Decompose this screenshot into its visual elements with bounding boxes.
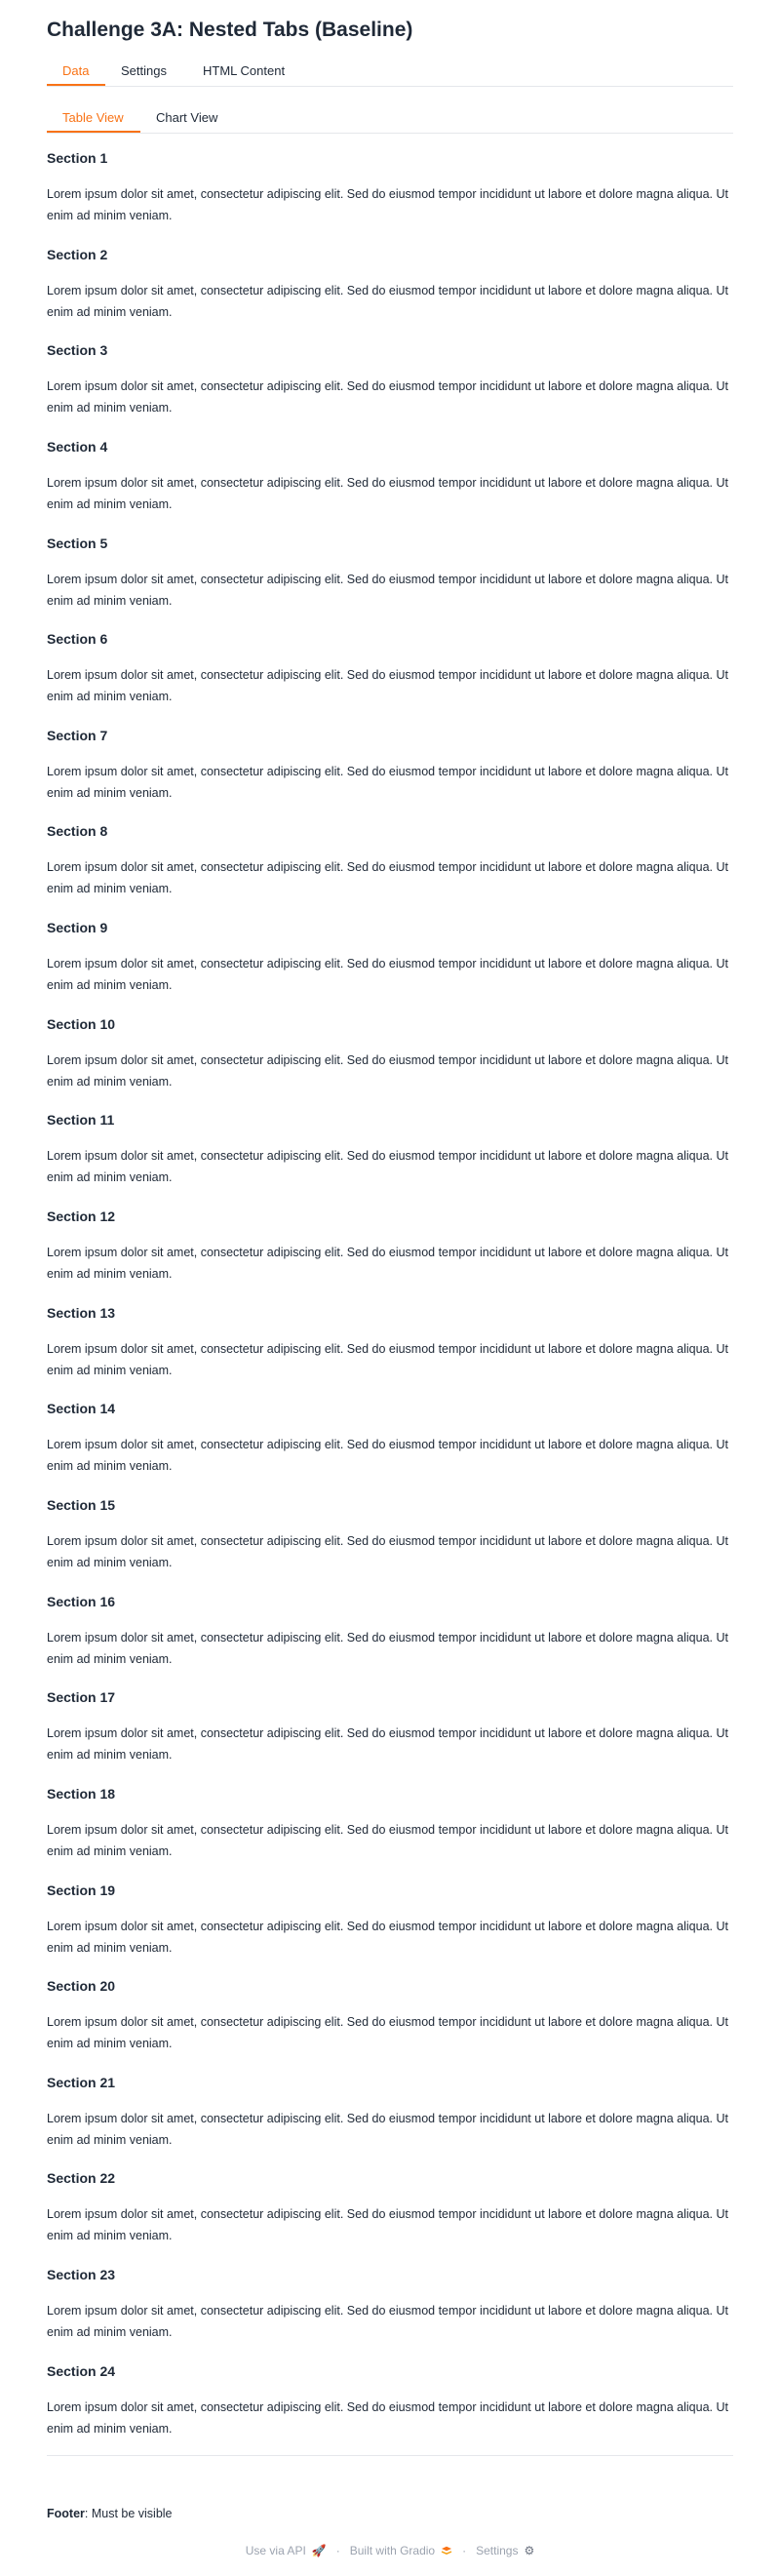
section-heading: Section 11 (47, 1112, 115, 1129)
app-footer (0, 2542, 780, 2559)
section-body: Lorem ipsum dolor sit amet, consectetur adipiscing elit. Sed do eiusmod tempor incididunt ut labore et dolore magna aliqua. Ut enim ad minim veniam. (47, 1822, 728, 1858)
section-body: Lorem ipsum dolor sit amet, consectetur adipiscing elit. Sed do eiusmod tempor incididunt ut labore et dolore magna aliqua. Ut enim ad minim veniam. (47, 764, 728, 800)
section-22 (47, 2168, 733, 2265)
section-body: Lorem ipsum dolor sit amet, consectetur adipiscing elit. Sed do eiusmod tempor incididunt ut labore et dolore magna aliqua. Ut enim ad minim veniam. (47, 2015, 728, 2051)
section-heading: Section 24 (47, 2362, 116, 2379)
section-17 (47, 1687, 733, 1784)
section-20 (47, 1976, 733, 2073)
section-heading: Section 2 (47, 246, 108, 262)
use-via-api-label: Use via API (245, 2544, 306, 2557)
section-heading: Section 22 (47, 2170, 116, 2187)
section-heading: Section 7 (47, 727, 108, 743)
section-body: Lorem ipsum dolor sit amet, consectetur adipiscing elit. Sed do eiusmod tempor incididunt ut labore et dolore magna aliqua. Ut enim ad minim veniam. (47, 1533, 728, 1569)
inner-tab-bar (47, 105, 733, 134)
section-body: Lorem ipsum dolor sit amet, consectetur adipiscing elit. Sed do eiusmod tempor incididunt ut labore et dolore magna aliqua. Ut enim ad minim veniam. (47, 379, 728, 416)
section-heading: Section 8 (47, 823, 108, 840)
section-8 (47, 821, 733, 918)
section-heading: Section 20 (47, 1978, 116, 1995)
footer-separator: · (335, 2544, 340, 2557)
section-23 (47, 2265, 733, 2361)
section-heading: Section 14 (47, 1401, 116, 1417)
section-body: Lorem ipsum dolor sit amet, consectetur adipiscing elit. Sed do eiusmod tempor incididunt ut labore et dolore magna aliqua. Ut enim ad minim veniam. (47, 2304, 728, 2340)
page-title: Challenge 3A: Nested Tabs (Baseline) (47, 19, 413, 41)
section-heading: Section 19 (47, 1882, 116, 1898)
footer-separator: · (462, 2544, 467, 2557)
use-via-api-link[interactable] (246, 2544, 327, 2557)
section-heading: Section 13 (47, 1304, 116, 1321)
rocket-icon: 🚀 (311, 2544, 327, 2557)
section-heading: Section 18 (47, 1785, 116, 1802)
settings-link[interactable] (476, 2544, 534, 2557)
sections-list (47, 148, 733, 2457)
section-24 (47, 2361, 733, 2458)
built-with-gradio-label: Built with Gradio (349, 2544, 436, 2557)
section-body: Lorem ipsum dolor sit amet, consectetur adipiscing elit. Sed do eiusmod tempor incididunt ut labore et dolore magna aliqua. Ut enim ad minim veniam. (47, 2111, 728, 2147)
section-body: Lorem ipsum dolor sit amet, consectetur adipiscing elit. Sed do eiusmod tempor incididunt ut labore et dolore magna aliqua. Ut enim ad minim veniam. (47, 572, 728, 608)
section-heading: Section 9 (47, 920, 108, 936)
section-heading: Section 10 (47, 1015, 116, 1032)
section-body: Lorem ipsum dolor sit amet, consectetur adipiscing elit. Sed do eiusmod tempor incididunt ut labore et dolore magna aliqua. Ut enim ad minim veniam. (47, 2399, 728, 2436)
section-body: Lorem ipsum dolor sit amet, consectetur adipiscing elit. Sed do eiusmod tempor incididunt ut labore et dolore magna aliqua. Ut enim ad minim veniam. (47, 1052, 728, 1089)
section-body: Lorem ipsum dolor sit amet, consectetur adipiscing elit. Sed do eiusmod tempor incididunt ut labore et dolore magna aliqua. Ut enim ad minim veniam. (47, 1726, 728, 1763)
section-13 (47, 1303, 733, 1400)
section-body: Lorem ipsum dolor sit amet, consectetur adipiscing elit. Sed do eiusmod tempor incididunt ut labore et dolore magna aliqua. Ut enim ad minim veniam. (47, 1246, 728, 1282)
section-15 (47, 1495, 733, 1592)
section-21 (47, 2073, 733, 2169)
section-5 (47, 534, 733, 630)
built-with-gradio-link[interactable] (350, 2544, 452, 2557)
section-heading: Section 1 (47, 150, 108, 166)
section-12 (47, 1207, 733, 1303)
section-18 (47, 1784, 733, 1881)
tab-html-content[interactable]: HTML Content (203, 63, 286, 78)
section-11 (47, 1110, 733, 1207)
section-body: Lorem ipsum dolor sit amet, consectetur adipiscing elit. Sed do eiusmod tempor incididunt ut labore et dolore magna aliqua. Ut enim ad minim veniam. (47, 475, 728, 511)
section-heading: Section 6 (47, 631, 108, 648)
section-3 (47, 340, 733, 437)
section-heading: Section 5 (47, 535, 108, 551)
section-heading: Section 15 (47, 1496, 116, 1513)
section-heading: Section 12 (47, 1209, 116, 1225)
section-1 (47, 148, 733, 245)
section-4 (47, 437, 733, 534)
gradio-logo-icon (441, 2546, 452, 2556)
section-9 (47, 918, 733, 1014)
section-body: Lorem ipsum dolor sit amet, consectetur adipiscing elit. Sed do eiusmod tempor incididunt ut labore et dolore magna aliqua. Ut enim ad minim veniam. (47, 860, 728, 896)
tab-chart-view[interactable]: Chart View (156, 110, 218, 125)
section-body: Lorem ipsum dolor sit amet, consectetur adipiscing elit. Sed do eiusmod tempor incididunt ut labore et dolore magna aliqua. Ut enim ad minim veniam. (47, 283, 728, 319)
section-heading: Section 17 (47, 1689, 116, 1706)
section-body: Lorem ipsum dolor sit amet, consectetur adipiscing elit. Sed do eiusmod tempor incididunt ut labore et dolore magna aliqua. Ut enim ad minim veniam. (47, 1149, 728, 1185)
section-heading: Section 23 (47, 2267, 116, 2283)
footer-note (47, 2505, 173, 2522)
section-6 (47, 629, 733, 726)
section-heading: Section 16 (47, 1593, 116, 1609)
section-16 (47, 1592, 733, 1688)
section-body: Lorem ipsum dolor sit amet, consectetur adipiscing elit. Sed do eiusmod tempor incididunt ut labore et dolore magna aliqua. Ut enim ad minim veniam. (47, 1919, 728, 1955)
section-14 (47, 1399, 733, 1495)
section-7 (47, 726, 733, 822)
tab-data[interactable]: Data (47, 59, 105, 86)
section-body: Lorem ipsum dolor sit amet, consectetur adipiscing elit. Sed do eiusmod tempor incididunt ut labore et dolore magna aliqua. Ut enim ad minim veniam. (47, 1341, 728, 1377)
footer-text: : Must be visible (84, 2507, 173, 2520)
section-body: Lorem ipsum dolor sit amet, consectetur adipiscing elit. Sed do eiusmod tempor incididunt ut labore et dolore magna aliqua. Ut enim ad minim veniam. (47, 1438, 728, 1474)
section-heading: Section 21 (47, 2074, 116, 2090)
section-body: Lorem ipsum dolor sit amet, consectetur adipiscing elit. Sed do eiusmod tempor incididunt ut labore et dolore magna aliqua. Ut enim ad minim veniam. (47, 2207, 728, 2243)
section-body: Lorem ipsum dolor sit amet, consectetur adipiscing elit. Sed do eiusmod tempor incididunt ut labore et dolore magna aliqua. Ut enim ad minim veniam. (47, 187, 728, 222)
gear-icon: ⚙ (524, 2544, 535, 2557)
footer-divider (47, 2455, 733, 2456)
section-10 (47, 1014, 733, 1111)
tab-settings[interactable]: Settings (121, 63, 167, 78)
settings-label: Settings (476, 2544, 519, 2557)
section-body: Lorem ipsum dolor sit amet, consectetur adipiscing elit. Sed do eiusmod tempor incididunt ut labore et dolore magna aliqua. Ut enim ad minim veniam. (47, 668, 728, 704)
tab-table-view[interactable]: Table View (47, 105, 140, 133)
section-heading: Section 4 (47, 438, 108, 455)
section-2 (47, 245, 733, 341)
section-19 (47, 1881, 733, 1977)
footer-label: Footer (47, 2507, 85, 2520)
section-heading: Section 3 (47, 342, 108, 359)
outer-tab-bar (47, 59, 733, 87)
section-body: Lorem ipsum dolor sit amet, consectetur adipiscing elit. Sed do eiusmod tempor incididunt ut labore et dolore magna aliqua. Ut enim ad minim veniam. (47, 1630, 728, 1666)
section-body: Lorem ipsum dolor sit amet, consectetur adipiscing elit. Sed do eiusmod tempor incididunt ut labore et dolore magna aliqua. Ut enim ad minim veniam. (47, 957, 728, 993)
